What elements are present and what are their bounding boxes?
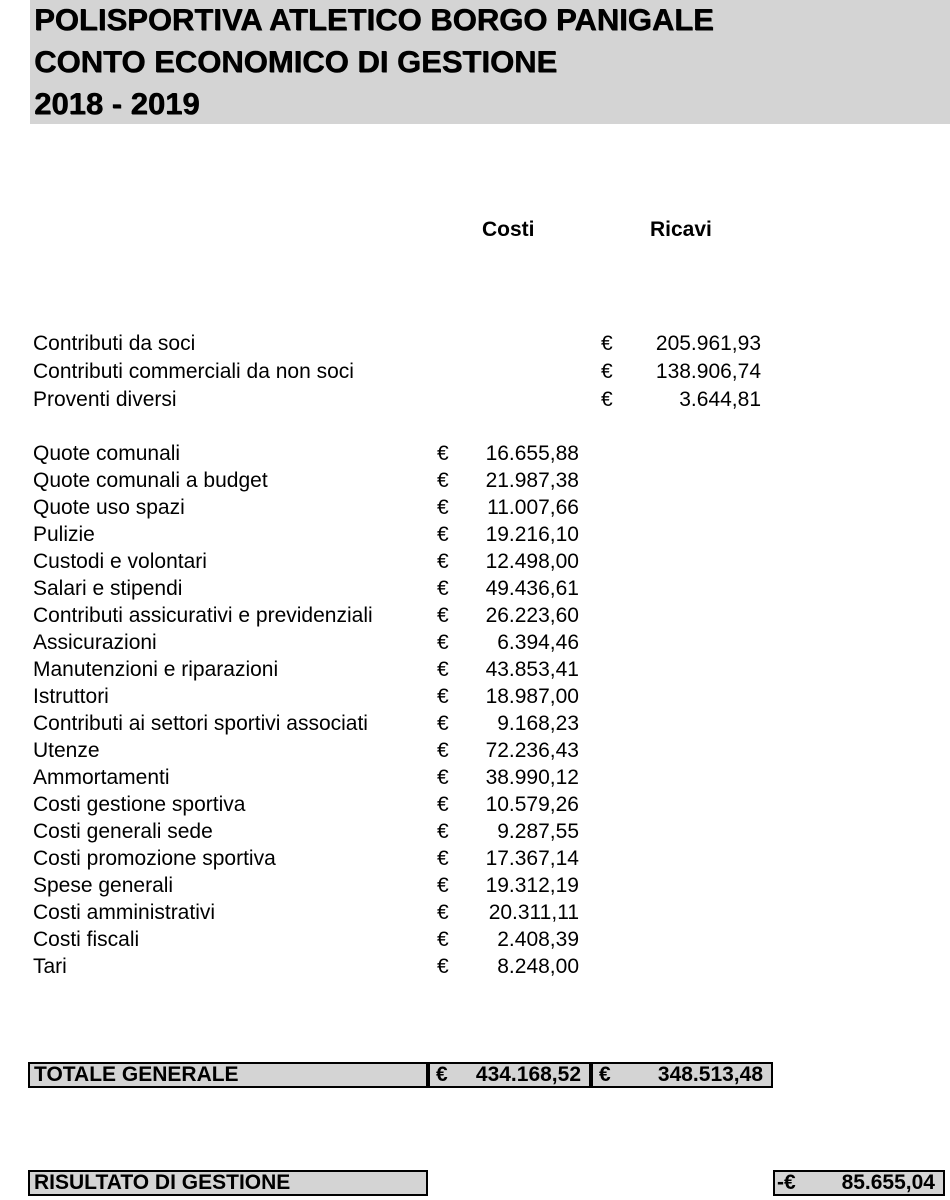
- revenue-row-amount: 205.961,93: [655, 332, 761, 355]
- cost-row: [0, 494, 950, 521]
- revenue-row-label: Contributi da soci: [33, 332, 196, 355]
- cost-row-currency: €: [437, 793, 449, 816]
- result-label-cell: [28, 1170, 428, 1196]
- total-label-cell: [28, 1062, 428, 1088]
- cost-row-amount: 18.987,00: [485, 685, 579, 708]
- cost-row-currency: €: [437, 469, 449, 492]
- revenue-row: [0, 386, 950, 413]
- revenue-row: [0, 330, 950, 357]
- cost-row-amount: 43.853,41: [485, 658, 579, 681]
- revenue-row-label: Proventi diversi: [33, 388, 177, 411]
- cost-row-currency: €: [437, 631, 449, 654]
- cost-row-label: Quote uso spazi: [33, 496, 185, 519]
- cost-row: [0, 575, 950, 602]
- cost-row-amount: 72.236,43: [485, 739, 579, 762]
- cost-row-currency: €: [437, 820, 449, 843]
- cost-row-label: Contributi assicurativi e previdenziali: [33, 604, 373, 627]
- cost-row: [0, 872, 950, 899]
- cost-row-amount: 21.987,38: [485, 469, 579, 492]
- total-revenues-amount: 348.513,48: [657, 1063, 763, 1086]
- cost-row: [0, 629, 950, 656]
- revenue-row-label: Contributi commerciali da non soci: [33, 360, 354, 383]
- cost-row-amount: 19.216,10: [485, 523, 579, 546]
- cost-row-label: Manutenzioni e riparazioni: [33, 658, 279, 681]
- cost-row-label: Quote comunali: [33, 442, 181, 465]
- total-costs-cell: [428, 1062, 591, 1088]
- cost-row: [0, 764, 950, 791]
- cost-row-label: Contributi ai settori sportivi associati: [33, 712, 368, 735]
- cost-row-amount: 20.311,11: [488, 901, 579, 924]
- cost-row-currency: €: [437, 901, 449, 924]
- cost-row-label: Quote comunali a budget: [33, 469, 268, 492]
- revenue-row-currency: €: [601, 332, 613, 355]
- result-amount: 85.655,04: [841, 1171, 935, 1194]
- result-amount-cell: [773, 1170, 945, 1196]
- total-costs-currency: €: [436, 1063, 448, 1086]
- cost-row-amount: 19.312,19: [485, 874, 579, 897]
- cost-row-amount: 2.408,39: [497, 928, 579, 951]
- costs-column-header: Costi: [482, 218, 535, 241]
- cost-row-amount: 12.498,00: [485, 550, 579, 573]
- cost-row-currency: €: [437, 928, 449, 951]
- cost-row-amount: 8.248,00: [497, 955, 579, 978]
- cost-row-currency: €: [437, 658, 449, 681]
- cost-row: [0, 818, 950, 845]
- cost-row: [0, 791, 950, 818]
- revenue-row: [0, 358, 950, 385]
- cost-row-label: Costi generali sede: [33, 820, 213, 843]
- cost-row: [0, 467, 950, 494]
- result-label: RISULTATO DI GESTIONE: [34, 1171, 291, 1194]
- cost-row-currency: €: [437, 712, 449, 735]
- cost-row-label: Custodi e volontari: [33, 550, 207, 573]
- cost-row-label: Spese generali: [33, 874, 174, 897]
- cost-row-currency: €: [437, 550, 449, 573]
- cost-row: [0, 683, 950, 710]
- cost-row: [0, 926, 950, 953]
- cost-row-amount: 9.287,55: [497, 820, 579, 843]
- report-period: 2018 - 2019: [34, 86, 200, 121]
- organization-name: POLISPORTIVA ATLETICO BORGO PANIGALE: [34, 2, 714, 37]
- total-label: TOTALE GENERALE: [34, 1063, 239, 1086]
- revenue-row-currency: €: [601, 388, 613, 411]
- revenue-row-amount: 3.644,81: [679, 388, 761, 411]
- cost-row-amount: 49.436,61: [485, 577, 579, 600]
- cost-row-amount: 38.990,12: [485, 766, 579, 789]
- cost-row-currency: €: [437, 523, 449, 546]
- cost-row-label: Tari: [33, 955, 67, 978]
- cost-row: [0, 899, 950, 926]
- cost-row: [0, 548, 950, 575]
- cost-row-currency: €: [437, 442, 449, 465]
- cost-row-label: Istruttori: [33, 685, 109, 708]
- cost-row: [0, 845, 950, 872]
- total-revenues-currency: €: [599, 1063, 611, 1086]
- cost-row: [0, 710, 950, 737]
- cost-row-currency: €: [437, 685, 449, 708]
- cost-row: [0, 953, 950, 980]
- cost-row-label: Costi promozione sportiva: [33, 847, 276, 870]
- report-title: CONTO ECONOMICO DI GESTIONE: [34, 44, 558, 79]
- cost-row: [0, 440, 950, 467]
- cost-row-label: Assicurazioni: [33, 631, 157, 654]
- cost-row: [0, 737, 950, 764]
- cost-row-amount: 16.655,88: [485, 442, 579, 465]
- cost-row-amount: 11.007,66: [487, 496, 579, 519]
- cost-row-currency: €: [437, 766, 449, 789]
- cost-row-currency: €: [437, 874, 449, 897]
- cost-row-currency: €: [437, 739, 449, 762]
- cost-row-label: Costi amministrativi: [33, 901, 216, 924]
- cost-row-amount: 6.394,46: [497, 631, 579, 654]
- cost-row-label: Costi gestione sportiva: [33, 793, 246, 816]
- revenue-row-currency: €: [601, 360, 613, 383]
- cost-row-currency: €: [437, 604, 449, 627]
- revenues-column-header: Ricavi: [650, 218, 712, 241]
- cost-row-label: Salari e stipendi: [33, 577, 183, 600]
- revenue-row-amount: 138.906,74: [655, 360, 761, 383]
- cost-row-label: Costi fiscali: [33, 928, 140, 951]
- cost-row-amount: 26.223,60: [485, 604, 579, 627]
- cost-row-currency: €: [437, 955, 449, 978]
- cost-row-amount: 10.579,26: [485, 793, 579, 816]
- cost-row: [0, 521, 950, 548]
- cost-row-label: Utenze: [33, 739, 100, 762]
- cost-row-currency: €: [437, 847, 449, 870]
- cost-row-amount: 9.168,23: [497, 712, 579, 735]
- cost-row: [0, 656, 950, 683]
- result-currency: -€: [777, 1171, 796, 1194]
- cost-row-label: Pulizie: [33, 523, 95, 546]
- cost-row-currency: €: [437, 577, 449, 600]
- cost-row-label: Ammortamenti: [33, 766, 170, 789]
- cost-row: [0, 602, 950, 629]
- total-revenues-cell: [591, 1062, 773, 1088]
- cost-row-currency: €: [437, 496, 449, 519]
- total-costs-amount: 434.168,52: [475, 1063, 581, 1086]
- cost-row-amount: 17.367,14: [485, 847, 579, 870]
